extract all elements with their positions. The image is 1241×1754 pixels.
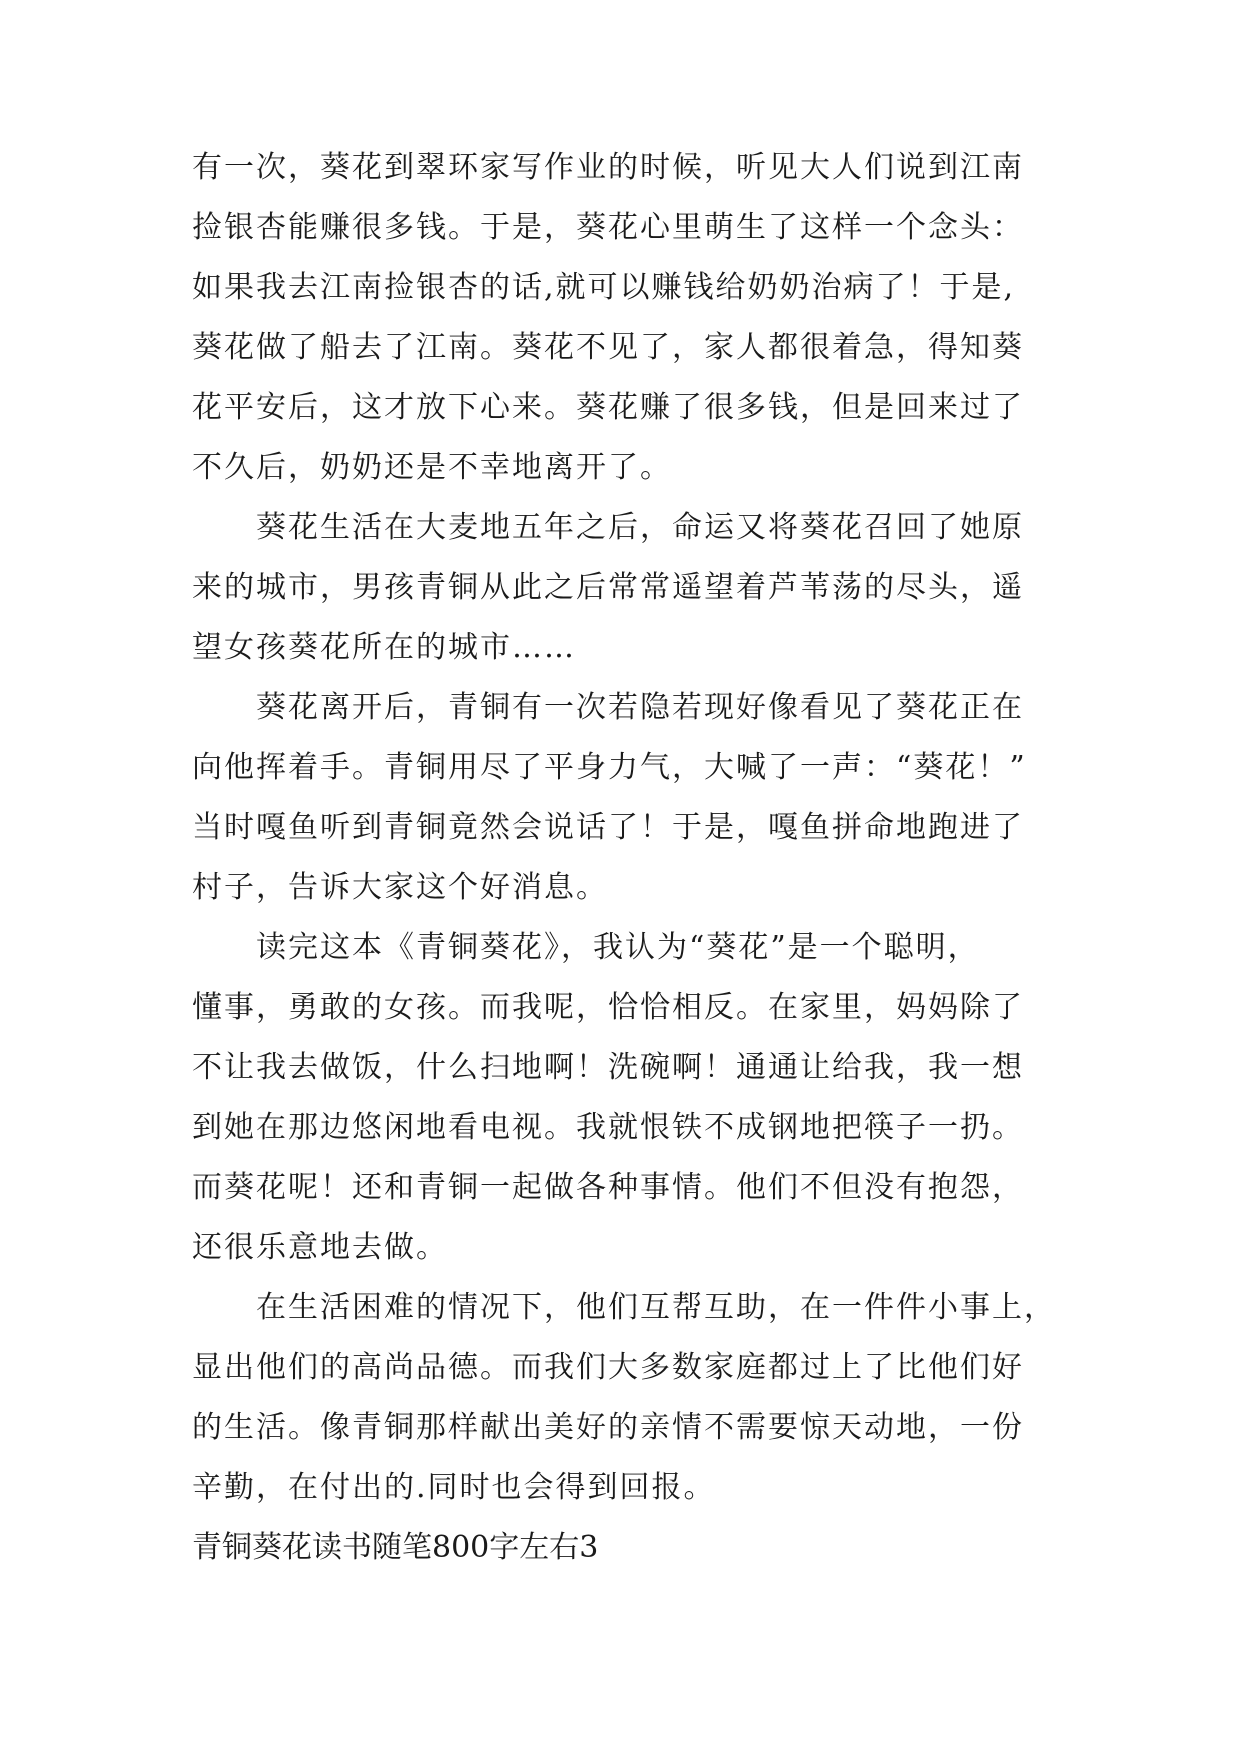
text-line: 不让我去做饭，什么扫地啊！洗碗啊！通通让给我，我一想 xyxy=(192,1050,1024,1085)
text-line: 而葵花呢！还和青铜一起做各种事情。他们不但没有抱怨， xyxy=(192,1170,1024,1205)
text-line: 读完这本《青铜葵花》，我认为“葵花”是一个聪明， xyxy=(256,930,980,965)
text-line: 来的城市，男孩青铜从此之后常常遥望着芦苇荡的尽头，遥 xyxy=(192,570,1024,605)
section-heading: 青铜葵花读书随笔800字左右3 xyxy=(192,1530,599,1565)
text-line: 花平安后，这才放下心来。葵花赚了很多钱，但是回来过了 xyxy=(192,390,1024,425)
text-line: 显出他们的高尚品德。而我们大多数家庭都过上了比他们好 xyxy=(192,1350,1024,1385)
text-line: 葵花做了船去了江南。葵花不见了，家人都很着急，得知葵 xyxy=(192,330,1024,365)
text-line: 村子，告诉大家这个好消息。 xyxy=(192,870,608,905)
text-line: 捡银杏能赚很多钱。于是，葵花心里萌生了这样一个念头： xyxy=(192,210,1024,245)
text-line: 辛勤，在付出的.同时也会得到回报。 xyxy=(192,1470,716,1505)
text-line: 懂事，勇敢的女孩。而我呢，恰恰相反。在家里，妈妈除了 xyxy=(192,990,1024,1025)
text-line: 有一次，葵花到翠环家写作业的时候，听见大人们说到江南 xyxy=(192,150,1024,185)
text-line: 还很乐意地去做。 xyxy=(192,1230,448,1265)
text-line: 不久后，奶奶还是不幸地离开了。 xyxy=(192,450,672,485)
text-line: 到她在那边悠闲地看电视。我就恨铁不成钢地把筷子一扔。 xyxy=(192,1110,1024,1145)
text-line: 当时嘎鱼听到青铜竟然会说话了！于是，嘎鱼拼命地跑进了 xyxy=(192,810,1024,845)
text-line: 的生活。像青铜那样献出美好的亲情不需要惊天动地，一份 xyxy=(192,1410,1024,1445)
text-line: 在生活困难的情况下，他们互帮互助，在一件件小事上， xyxy=(256,1290,1056,1325)
text-line: 葵花离开后，青铜有一次若隐若现好像看见了葵花正在 xyxy=(256,690,1024,725)
text-line: 望女孩葵花所在的城市…… xyxy=(192,630,576,665)
text-line: 向他挥着手。青铜用尽了平身力气，大喊了一声：“葵花！” xyxy=(192,750,1027,785)
text-line: 葵花生活在大麦地五年之后，命运又将葵花召回了她原 xyxy=(256,510,1024,545)
text-line: 如果我去江南捡银杏的话,就可以赚钱给奶奶治病了！于是, xyxy=(192,270,1016,305)
